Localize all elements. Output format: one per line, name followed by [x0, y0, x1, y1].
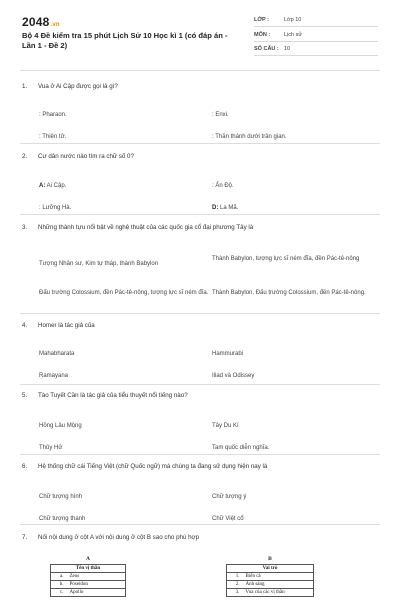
- option-d[interactable]: Thành Babylon, Đấu trường Colossium, đền Pác-tê-nông.: [212, 290, 366, 296]
- option-a[interactable]: Tượng Nhân sư, Kim tự tháp, thành Babylon: [39, 261, 159, 267]
- option-c[interactable]: Đấu trường Colossium, đền Pác-tê-nông, tượng lực sĩ ném đĩa.: [39, 290, 209, 296]
- table-row: c. Apollo: [51, 589, 126, 597]
- table-row: 2. Ánh sáng: [227, 581, 314, 589]
- question-1: [22, 82, 380, 140]
- option-d[interactable]: Chữ Việt cổ: [212, 516, 244, 522]
- question-number: 5.: [22, 392, 28, 399]
- meta-value: Lớp 10: [284, 17, 302, 23]
- question-5: [22, 391, 380, 451]
- question-2: [22, 152, 380, 211]
- option-d[interactable]: Iliad và Odissey: [212, 373, 255, 379]
- option-c[interactable]: Ramayana: [39, 373, 69, 379]
- option-d[interactable]: Tam quốc diễn nghĩa.: [212, 445, 270, 451]
- question-text: Hệ thống chữ cái Tiếng Việt (chữ Quốc ngữ) mà chúng ta đang sử dụng hiện nay là: [38, 463, 268, 470]
- meta-row-class: [254, 14, 378, 27]
- option-b[interactable]: : Ấn Độ.: [212, 183, 234, 189]
- logo-text: 2048: [22, 15, 50, 29]
- question-text: Tào Tuyết Cần là tác giả của tiểu thuyết nổi tiếng nào?: [38, 392, 188, 399]
- option-a[interactable]: Mahabharata: [39, 351, 75, 357]
- header-divider: [20, 70, 380, 71]
- column-a-table: [50, 564, 126, 597]
- table-row: 3. Vua của các vị thần: [227, 589, 314, 597]
- question-divider: [20, 313, 380, 314]
- question-text: Homer là tác giả của: [38, 322, 95, 329]
- question-divider: [20, 454, 380, 455]
- header: [0, 0, 400, 64]
- meta-row-subject: [254, 29, 378, 42]
- option-b[interactable]: Chữ tượng ý: [212, 494, 247, 500]
- question-number: 2.: [22, 153, 28, 160]
- question-text: Vua ở Ai Cập được gọi là gì?: [38, 83, 118, 90]
- question-number: 6.: [22, 463, 28, 470]
- question-divider: [20, 214, 380, 215]
- option-a[interactable]: A: Ai Cập.: [39, 183, 67, 189]
- option-b[interactable]: Thành Babylon, tượng lực sĩ ném đĩa, đền Pác-tê-nông: [212, 256, 360, 262]
- question-text: Những thành tựu nổi bật về nghệ thuật của các quốc gia cổ đại phương Tây là: [38, 224, 254, 231]
- logo-suffix: .vn: [50, 22, 60, 28]
- question-4: [22, 321, 380, 379]
- table-row: a. Zeus: [51, 573, 126, 581]
- question-text: Nối nội dung ở cột A với nội dung ở cột B sao cho phù hợp: [38, 534, 200, 541]
- question-3: [22, 223, 380, 296]
- option-a[interactable]: Hồng Lâu Mộng: [39, 423, 82, 429]
- meta-row-count: [254, 43, 378, 56]
- page-title: Bộ 4 Đề kiểm tra 15 phút Lịch Sử 10 Học kì 1 (có đáp án - Lần 1 - Đề 2): [22, 31, 228, 50]
- column-b-table: [226, 564, 314, 597]
- option-b[interactable]: Hammurabi: [212, 351, 244, 357]
- meta-key: MÔN :: [254, 31, 271, 38]
- option-c[interactable]: Chữ tượng thanh: [39, 516, 86, 522]
- column-b-header: Vai trò: [227, 565, 314, 573]
- question-number: 3.: [22, 224, 28, 231]
- column-b-title: B: [268, 556, 272, 562]
- option-a[interactable]: Chữ tượng hình: [39, 494, 82, 500]
- option-c[interactable]: : Lưỡng Hà.: [39, 205, 72, 211]
- site-logo[interactable]: [22, 15, 60, 29]
- question-number: 7.: [22, 534, 28, 541]
- meta-info: [254, 14, 378, 58]
- question-text: Cư dân nước nào tìm ra chữ số 0?: [38, 153, 134, 160]
- option-b[interactable]: Tây Du Kí: [212, 423, 239, 429]
- meta-value: Lịch sử: [284, 31, 303, 38]
- option-d[interactable]: : Thần thánh dưới trần gian.: [212, 134, 287, 140]
- meta-key: SỐ CÂU :: [254, 46, 279, 52]
- question-6: [22, 462, 380, 522]
- option-b[interactable]: : Enxi.: [212, 112, 229, 118]
- question-number: 4.: [22, 322, 28, 329]
- option-a[interactable]: : Pharaon.: [39, 112, 67, 118]
- table-row: b. Poseidon: [51, 581, 126, 589]
- meta-key: LỚP :: [254, 17, 269, 23]
- column-a-title: A: [86, 556, 90, 562]
- meta-value: 10: [284, 46, 291, 52]
- question-7: [22, 533, 380, 542]
- question-number: 1.: [22, 83, 28, 90]
- table-row: 1. Biển cả: [227, 573, 314, 581]
- option-d[interactable]: D: La Mã.: [212, 205, 239, 211]
- column-a-header: Tên vị thần: [51, 565, 126, 573]
- question-divider: [20, 143, 380, 144]
- question-divider: [20, 384, 380, 385]
- option-c[interactable]: : Thiên tử.: [39, 134, 67, 140]
- option-c[interactable]: Thủy Hử: [39, 445, 63, 451]
- question-divider: [20, 524, 380, 525]
